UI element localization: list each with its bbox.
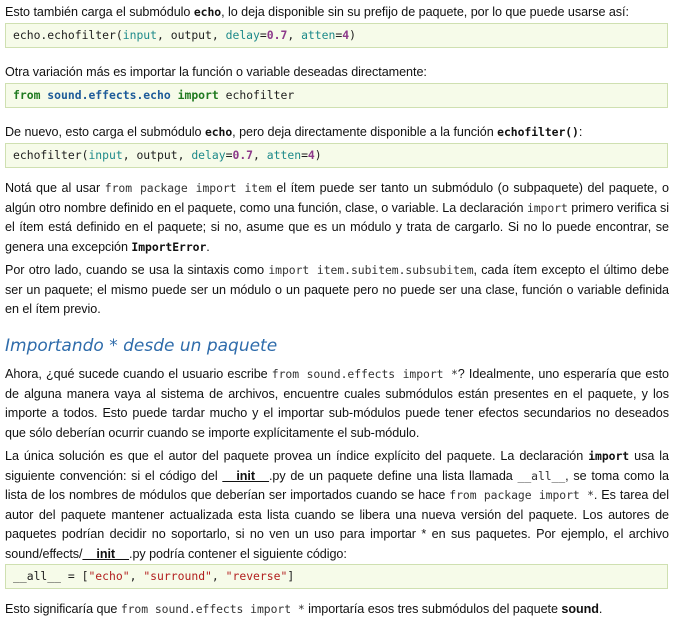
text: La única solución es que el autor del paquete provea un índice explícito del paquete. La declaración bbox=[5, 449, 589, 463]
code-keyword: import bbox=[177, 88, 219, 102]
code-token: ) bbox=[349, 28, 356, 42]
inline-code: from package import * bbox=[449, 488, 594, 503]
code-token: 0.7 bbox=[232, 148, 254, 162]
text: .py de un paquete define una lista llamada bbox=[268, 468, 518, 483]
inline-code-echo: echo bbox=[204, 125, 233, 139]
code-token: , bbox=[253, 148, 267, 162]
inline-code: import item.subitem.subsubitem bbox=[268, 263, 474, 277]
code-token: , output, bbox=[122, 148, 192, 162]
inline-code-echo: echo bbox=[193, 5, 222, 19]
code-string: "echo" bbox=[88, 569, 130, 583]
code-token: = bbox=[301, 148, 308, 162]
code-token: echofilter bbox=[225, 88, 295, 102]
bold-sound: sound bbox=[561, 602, 599, 616]
code-token: input bbox=[122, 28, 158, 42]
code-token: __all__ bbox=[13, 569, 62, 583]
text: : bbox=[578, 125, 583, 139]
code-block-echofilter bbox=[5, 143, 668, 168]
code-token: echofilter( bbox=[13, 148, 89, 162]
inline-code: from sound.effects import * bbox=[271, 367, 458, 381]
paragraph-import-item-subitem bbox=[5, 261, 669, 320]
inline-code: from sound.effects import * bbox=[120, 602, 305, 616]
text: . bbox=[206, 239, 210, 254]
inline-code-echofilter: echofilter() bbox=[497, 125, 579, 139]
text: , se toma como la lista de los nombres de módulos que deberían ser importados cuando se hace bbox=[5, 468, 669, 503]
code-token: atten bbox=[301, 28, 336, 42]
code-token: echo.echofilter( bbox=[13, 28, 123, 42]
code-block-echo-echofilter bbox=[5, 23, 668, 48]
code-token: = bbox=[225, 148, 233, 162]
underlined-init: __init__ bbox=[222, 468, 269, 483]
code-token: , bbox=[129, 569, 144, 583]
text: De nuevo, esto carga el submódulo bbox=[5, 125, 205, 139]
inline-code-importerror: ImportError bbox=[131, 239, 207, 254]
paragraph-import-directly: Otra variación más es importar la función o variable deseadas directamente: bbox=[5, 65, 427, 79]
code-token: = bbox=[335, 28, 343, 42]
paragraph-echofilter-direct bbox=[5, 123, 669, 143]
text: el ítem puede ser tanto un submódulo (o subpaquete) del paquete, o algún otro nombre definido en el paquete, como una función, clase, o variable. La declaración bbox=[5, 181, 669, 215]
code-token: delay bbox=[225, 28, 260, 42]
paragraph-from-package-import-item bbox=[5, 179, 669, 257]
section-heading: Importando * desde un paquete bbox=[5, 336, 278, 356]
code-token: ] bbox=[287, 569, 295, 583]
text: . Es tarea del autor del paquete mantener actualizada esta lista cuando se libera una nueva versión del paquete. Los autores de paquetes podrían decidir no soportarlo, si no ven un uso para importar * en sus paquetes. Por ejemplo, el archivo sound/effects/ bbox=[5, 488, 669, 561]
text: importaría esos tres submódulos del paquete bbox=[304, 602, 562, 616]
text: , pero deja directamente disponible a la función bbox=[232, 125, 498, 139]
code-token: 0.7 bbox=[266, 28, 288, 42]
code-token: [ bbox=[81, 569, 89, 583]
text: Ahora, ¿qué sucede cuando el usuario escribe bbox=[5, 367, 272, 381]
paragraph-all-convention bbox=[5, 447, 669, 565]
text: Por otro lado, cuando se usa la sintaxis como bbox=[5, 263, 269, 277]
code-module: sound.effects.echo bbox=[47, 88, 171, 102]
inline-code: from package import item bbox=[104, 181, 272, 195]
code-block-from-import bbox=[5, 83, 668, 108]
code-keyword: from bbox=[13, 88, 41, 102]
code-string: "reverse" bbox=[225, 569, 288, 583]
inline-code-all: __all__ bbox=[517, 468, 566, 483]
code-token: delay bbox=[191, 148, 226, 162]
code-token: = bbox=[61, 569, 82, 583]
code-token: , bbox=[211, 569, 226, 583]
code-token: 4 bbox=[342, 28, 350, 42]
code-token: , output, bbox=[157, 28, 226, 42]
text: , lo deja disponible sin su prefijo de paquete, por lo que puede usarse así: bbox=[221, 5, 629, 19]
text: Esto también carga el submódulo bbox=[5, 5, 194, 19]
text: .py podría contener el siguiente código: bbox=[129, 546, 347, 561]
text: ? Idealmente, uno esperaría que esto de alguna manera vaya al sistema de archivos, encuentre cuales submódulos están presentes en el paquete, y los importe a todos. Esto puede tardar mucho y el importar sub-módulos puede tener efectos secundarios no deseados que sólo deberían ocurrir cuando se importe explícitamente el sub-módulo. bbox=[5, 367, 669, 440]
inline-code-import: import bbox=[588, 449, 630, 463]
text: . bbox=[598, 602, 603, 616]
code-block-all-list bbox=[5, 564, 668, 589]
inline-code: import bbox=[526, 200, 568, 215]
code-token: atten bbox=[266, 148, 302, 162]
text: , cada ítem excepto el último debe ser un paquete; el mismo puede ser un módulo o un paquete pero no puede ser una clase, función o variable definida en el ítem previo. bbox=[5, 263, 669, 317]
code-token: ) bbox=[314, 148, 322, 162]
paragraph-import-star-sound bbox=[5, 600, 669, 620]
underlined-init: __init__ bbox=[82, 546, 129, 561]
code-token: , bbox=[287, 28, 302, 42]
paragraph-echo-submodule bbox=[5, 3, 669, 23]
code-token: 4 bbox=[307, 148, 315, 162]
paragraph-import-star bbox=[5, 365, 669, 443]
text: Notá que al usar bbox=[5, 181, 105, 195]
text: primero verifica si el ítem está definido en el paquete; si no, asume que es un módulo y trata de cargarlo. Si no lo puede encontrar, se genera una excepción bbox=[5, 200, 669, 254]
code-token: = bbox=[259, 28, 267, 42]
code-string: "surround" bbox=[143, 569, 212, 583]
text: Esto significaría que bbox=[5, 602, 121, 616]
text: usa la siguiente convención: si el código del bbox=[5, 449, 669, 483]
code-token: input bbox=[88, 148, 123, 162]
